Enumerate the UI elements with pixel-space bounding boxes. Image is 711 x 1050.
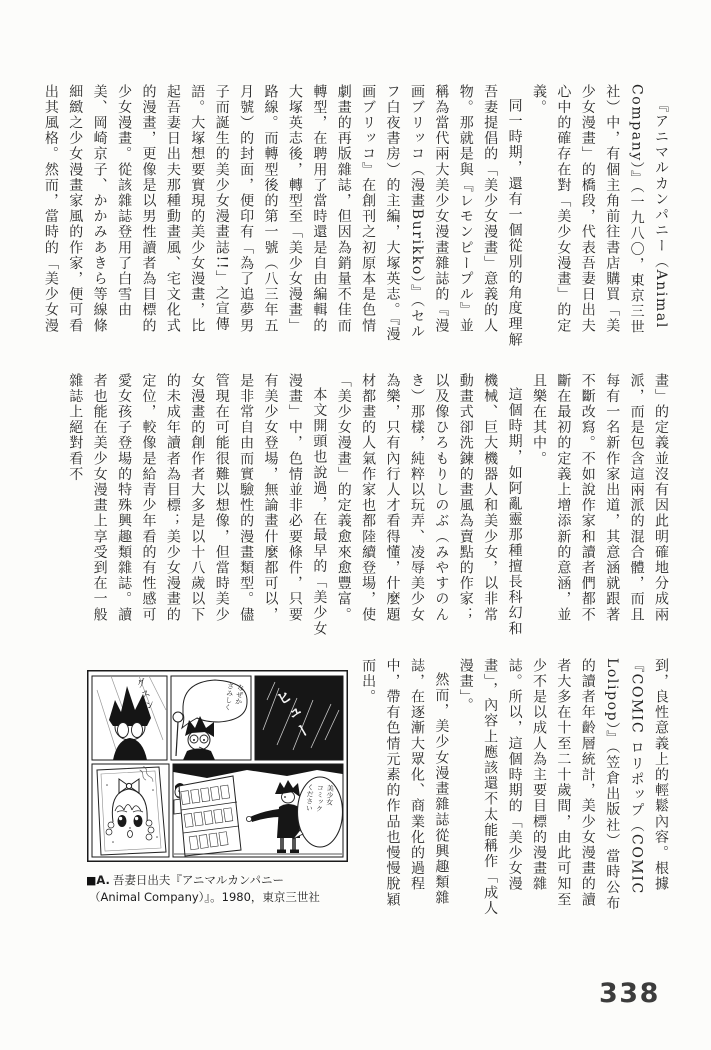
paragraph-continuation: 畫」的定義並沒有因此明確地分成兩派，而是包含這兩派的混合體，而且每有一名新作家出道，其意涵就跟著不斷改寫。不如說作家和讀者們都不斷在最初的定義上增添新的意涵，並且樂在其中。 <box>530 373 669 623</box>
speech-bubble-text: なぜか さみしく <box>223 682 246 711</box>
article-text-band-1 <box>33 84 673 349</box>
page-number: 338 <box>599 978 660 1009</box>
figure-caption-line-1 <box>86 872 406 889</box>
paragraph: 然而，美少女漫畫雜誌從興趣類雜誌，在逐漸大眾化、商業化的過程中，帶有色情元素的作品也慢慢脫穎而出。 <box>360 658 450 908</box>
manga-figure <box>87 670 348 862</box>
speech-bubble-text: 美少女 コミック ください <box>305 783 335 813</box>
article-text-band-2 <box>33 373 673 638</box>
sob-sfx-text: グスン <box>132 677 156 714</box>
paragraph: 同一時期，還有一個從別的角度理解吾妻提倡的「美少女漫畫」意義的人物。那就是與『レモンピープル』並稱為當代兩大美少女漫畫雜誌的『漫画ブリッコ（漫畫Burikko）』（セルフ白夜書房）的主編，大塚英志。『漫画ブリッコ』在創刊之初原本是色情劇畫的再版雜誌，但因為銷量不佳而轉型，在聘用了當時還是自由編輯的大塚英志後，轉型至「美少女漫畫」路線。而轉型後的第一號（八三年五月號）的封面，便印有「為了追夢男子而誕生的美少女漫畫誌!!」之宣傳語。大塚想要實現的美少女漫畫，比起吾妻日出夫那種動畫風、宅文化式的漫畫，更像是以男性讀者為目標的少女漫畫。從該雜誌登用了白雪由美、岡崎京子、かかみあきら等線條細緻之少女漫畫家風的作家，便可看出其風格。然而，當時的「美少女漫 <box>42 84 523 348</box>
figure-caption <box>86 872 406 905</box>
manga-panel-girl <box>92 764 169 857</box>
paragraph: 這個時期，如阿亂靈那種擅長科幻和機械、巨大機器人和美少女，以非常動畫式卻洗鍊的畫風為賣點的作家；以及像ひろもりしのぶ（みやすのんき）那樣，純粹以玩弄、凌辱美少女為樂，只有內行人才看得懂，什麼題材都畫的人氣作家也都陸續登場，使「美少女漫畫」的定義愈來愈豐富。 <box>335 373 523 637</box>
paragraph-continuation: 到，良性意義上的輕鬆內容。根據『COMIC ロリポップ（COMIC Lolipop）』（笠倉出版社）當時公布的讀者年齡層統計，美少女漫畫的讀者大多在十至二十歲間，由此可知至少不是以成人為主要目標的漫畫雜誌。所以，這個時期的「美少女漫畫」，內容上應該還不太能稱作「成人漫畫」。 <box>457 658 669 917</box>
paragraph: 本文開頭也說過，在最早的「美少女漫畫」中，色情並非必要條件，只要有美少女登場，無論畫什麼都可以，是非常自由而實驗性的漫畫類型。儘管現在可能很難以想像，但當時美少女漫畫的創作者大多是以十八歲以下的未成年讀者為目標；美少女漫畫的定位，較像是給青少年看的有性感可愛女孩子登場的特殊興趣類雜誌。讀者也能在美少女漫畫上享受到在一般雜誌上絕對看不 <box>67 373 328 637</box>
wind-sfx-text: ヒュー <box>271 686 316 745</box>
girl-eye <box>118 815 127 827</box>
figure-caption-line-2: （Animal Company）』。1980，東京三世社 <box>89 890 320 904</box>
figure-label: A. <box>96 873 110 887</box>
figure-marker-icon: ■ <box>86 874 97 887</box>
manga-panel-crying <box>92 676 167 760</box>
paragraph: 『アニマルカンパニー（Animal Company）』（一九八〇，東京三世社）中，有個主角前往書店購買「美少女漫畫」的橋段，代表吾妻日出夫心中的確存在對「美少女漫畫」的定義。 <box>530 84 669 336</box>
article-text-band-3 <box>360 658 673 923</box>
figure-caption-text: 吾妻日出夫『アニマルカンパニー <box>112 873 285 887</box>
